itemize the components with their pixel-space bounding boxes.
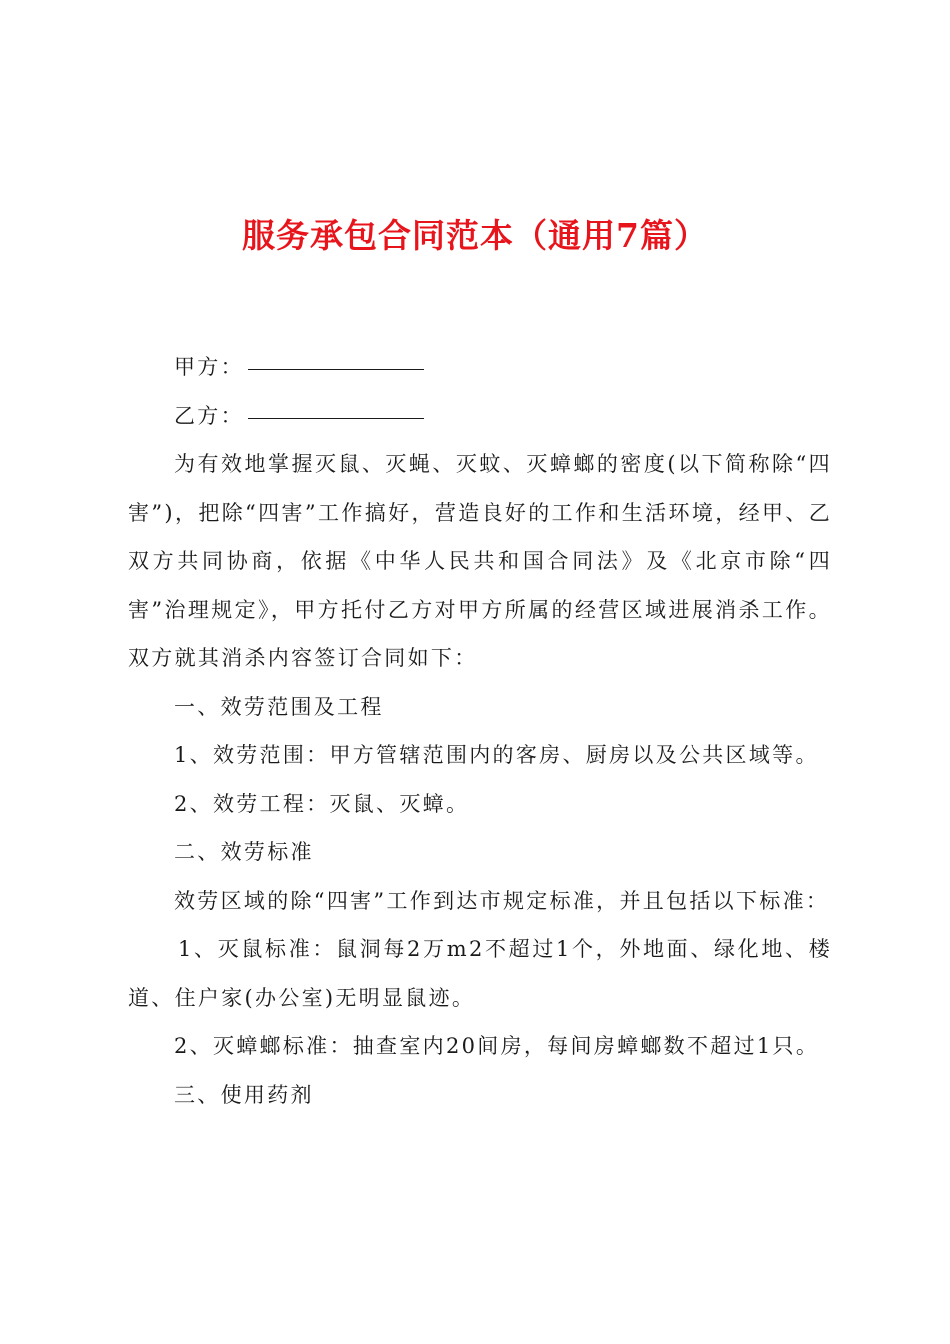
section2-item1: 1、灭鼠标准：鼠洞每2万m2不超过1个，外地面、绿化地、楼道、住户家(办公室)无明显鼠迹。 — [128, 937, 832, 1010]
party-b-line — [128, 392, 832, 441]
party-a-line — [128, 343, 832, 392]
party-a-label: 甲方： — [174, 355, 244, 379]
document-title: 服务承包合同范本（通用7篇） — [242, 216, 708, 255]
section2-intro: 效劳区域的除“四害”工作到达市规定标准，并且包括以下标准： — [174, 888, 830, 913]
section2-item2: 2、灭蟑螂标准：抽查室内20间房，每间房蟑螂数不超过1只。 — [174, 1034, 820, 1058]
section1-item2: 2、效劳工程：灭鼠、灭蟑。 — [174, 791, 470, 816]
document-body — [128, 343, 832, 1119]
party-b-label: 乙方： — [174, 403, 244, 428]
party-a-blank — [248, 368, 424, 370]
intro-paragraph: 为有效地掌握灭鼠、灭蝇、灭蚊、灭蟑螂的密度(以下简称除“四害”)，把除“四害”工作搞好，营造良好的工作和生活环境，经甲、乙双方共同协商，依据《中华人民共和国合同法》及《北京市除“四害”治理规定》，甲方托付乙方对甲方所属的经营区域进展消杀工作。双方就其消杀内容签订合同如下： — [128, 452, 832, 670]
section2-heading: 二、效劳标准 — [174, 840, 314, 864]
section1-heading: 一、效劳范围及工程 — [174, 694, 384, 719]
section1-item1: 1、效劳范围：甲方管辖范围内的客房、厨房以及公共区域等。 — [174, 743, 819, 767]
party-b-blank — [248, 417, 424, 419]
section3-heading: 三、使用药剂 — [174, 1082, 314, 1107]
